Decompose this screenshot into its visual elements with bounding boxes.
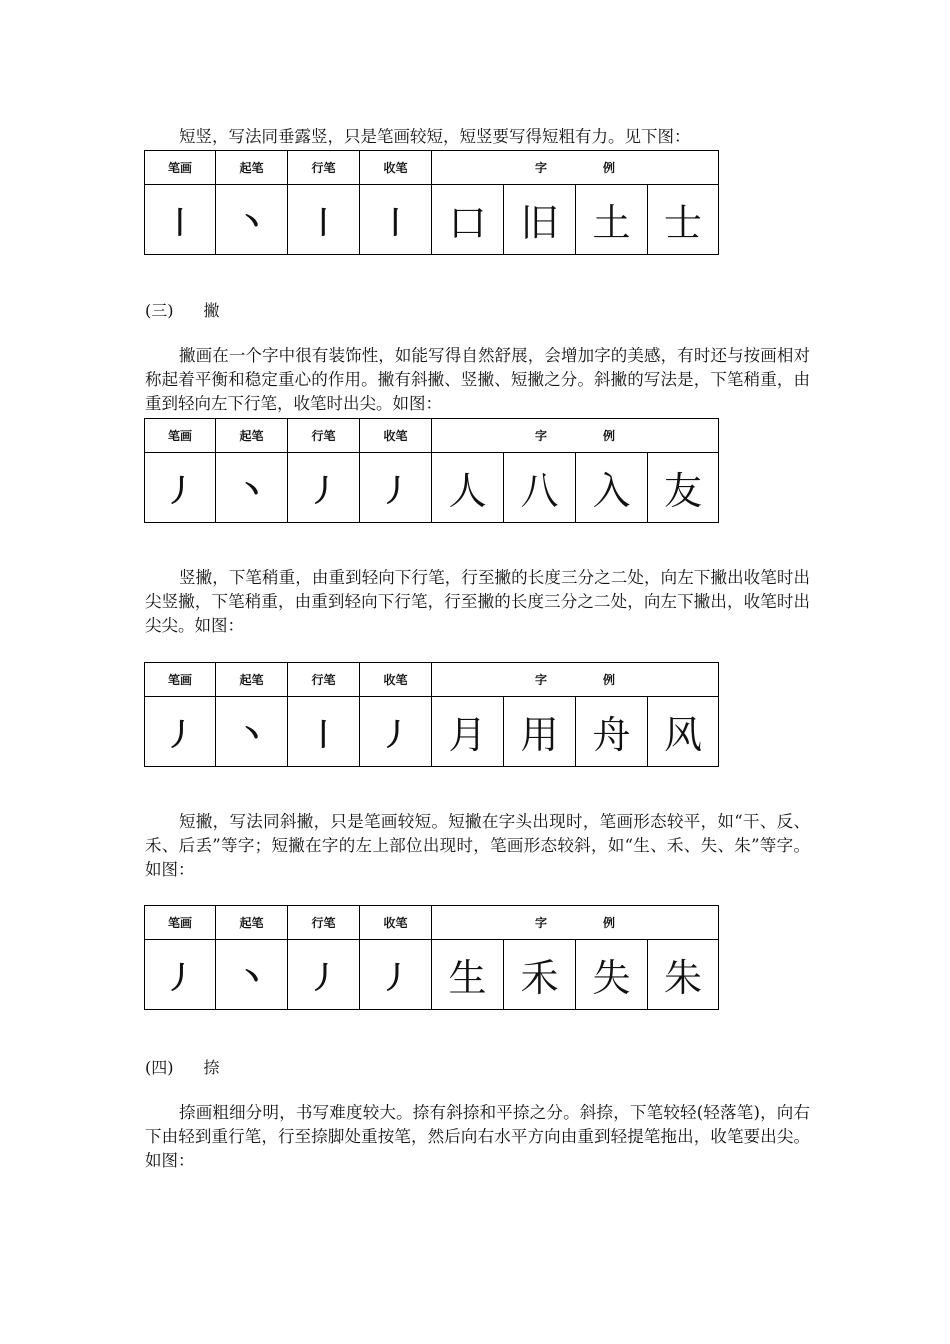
header-stroke: 笔画 bbox=[145, 906, 216, 940]
cell-example: 入 bbox=[576, 453, 648, 523]
cell-start: 丶 bbox=[216, 697, 288, 767]
table-row bbox=[145, 185, 719, 255]
header-move: 行笔 bbox=[288, 151, 360, 185]
table-row bbox=[145, 940, 719, 1010]
header-move: 行笔 bbox=[288, 419, 360, 453]
cell-end: 丨 bbox=[360, 185, 432, 255]
cell-end: 丿 bbox=[360, 940, 432, 1010]
table-header-row bbox=[145, 151, 719, 185]
header-examples: 字 例 bbox=[432, 906, 719, 940]
header-end: 收笔 bbox=[360, 663, 432, 697]
cell-example: 朱 bbox=[648, 940, 719, 1010]
cell-move: 丿 bbox=[288, 453, 360, 523]
cell-example: 生 bbox=[432, 940, 504, 1010]
header-move: 行笔 bbox=[288, 663, 360, 697]
cell-stroke: 丿 bbox=[145, 697, 216, 767]
cell-example: 风 bbox=[648, 697, 719, 767]
cell-example: 口 bbox=[432, 185, 504, 255]
cell-example: 旧 bbox=[504, 185, 576, 255]
table-header-row bbox=[145, 663, 719, 697]
cell-example: 士 bbox=[648, 185, 719, 255]
section-heading-4: (四) 捺 bbox=[145, 1058, 220, 1077]
header-start: 起笔 bbox=[216, 663, 288, 697]
header-examples: 字 例 bbox=[432, 663, 719, 697]
header-end: 收笔 bbox=[360, 151, 432, 185]
cell-stroke: 丿 bbox=[145, 940, 216, 1010]
table-header-row bbox=[145, 906, 719, 940]
header-examples: 字 例 bbox=[432, 151, 719, 185]
stroke-table-short-vertical bbox=[144, 150, 719, 255]
cell-example: 人 bbox=[432, 453, 504, 523]
stroke-table-slant-left bbox=[144, 418, 719, 523]
cell-start: 丶 bbox=[216, 940, 288, 1010]
paragraph-short-vertical: 短竖，写法同垂露竖，只是笔画较短，短竖要写得短粗有力。见下图： bbox=[179, 127, 691, 146]
cell-move: 丨 bbox=[288, 697, 360, 767]
cell-example: 失 bbox=[576, 940, 648, 1010]
cell-stroke: 丿 bbox=[145, 453, 216, 523]
header-end: 收笔 bbox=[360, 906, 432, 940]
stroke-table-short-left bbox=[144, 905, 719, 1010]
cell-example: 土 bbox=[576, 185, 648, 255]
paragraph-short-left: 短撇，写法同斜撇，只是笔画较短。短撇在字头出现时，笔画形态较平，如“干、反、禾、后丢”等字；短撇在字的左上部位出现时，笔画形态较斜，如“生、禾、失、朱”等字。如图： bbox=[145, 812, 810, 879]
cell-example: 友 bbox=[648, 453, 719, 523]
header-stroke: 笔画 bbox=[145, 419, 216, 453]
header-stroke: 笔画 bbox=[145, 663, 216, 697]
cell-end: 丿 bbox=[360, 697, 432, 767]
cell-stroke: 丨 bbox=[145, 185, 216, 255]
stroke-table-vertical-left bbox=[144, 662, 719, 767]
table-header-row bbox=[145, 419, 719, 453]
cell-example: 八 bbox=[504, 453, 576, 523]
header-stroke: 笔画 bbox=[145, 151, 216, 185]
cell-example: 禾 bbox=[504, 940, 576, 1010]
cell-move: 丿 bbox=[288, 940, 360, 1010]
cell-move: 丨 bbox=[288, 185, 360, 255]
cell-example: 用 bbox=[504, 697, 576, 767]
paragraph-slant-left: 撇画在一个字中很有装饰性，如能写得自然舒展，会增加字的美感，有时还与按画相对称起着平衡和稳定重心的作用。撇有斜撇、竖撇、短撇之分。斜撇的写法是，下笔稍重，由重到轻向左下行笔，收笔时出尖。如图： bbox=[145, 346, 810, 413]
section-heading-3: (三) 撇 bbox=[145, 301, 220, 320]
cell-start: 丶 bbox=[216, 185, 288, 255]
cell-example: 舟 bbox=[576, 697, 648, 767]
paragraph-right-falling: 捺画粗细分明，书写难度较大。捺有斜捺和平捺之分。斜捺，下笔较轻(轻落笔)，向右下由轻到重行笔，行至捺脚处重按笔，然后向右水平方向由重到轻提笔拖出，收笔要出尖。如图： bbox=[145, 1103, 810, 1170]
cell-end: 丿 bbox=[360, 453, 432, 523]
header-move: 行笔 bbox=[288, 906, 360, 940]
cell-start: 丶 bbox=[216, 453, 288, 523]
header-end: 收笔 bbox=[360, 419, 432, 453]
table-row bbox=[145, 453, 719, 523]
paragraph-vertical-left: 竖撇，下笔稍重，由重到轻向下行笔，行至撇的长度三分之二处，向左下撇出收笔时出尖竖撇，下笔稍重，由重到轻向下行笔，行至撇的长度三分之二处，向左下撇出，收笔时出尖尖。如图： bbox=[145, 568, 810, 635]
header-examples: 字 例 bbox=[432, 419, 719, 453]
header-start: 起笔 bbox=[216, 906, 288, 940]
table-row bbox=[145, 697, 719, 767]
header-start: 起笔 bbox=[216, 151, 288, 185]
header-start: 起笔 bbox=[216, 419, 288, 453]
cell-example: 月 bbox=[432, 697, 504, 767]
